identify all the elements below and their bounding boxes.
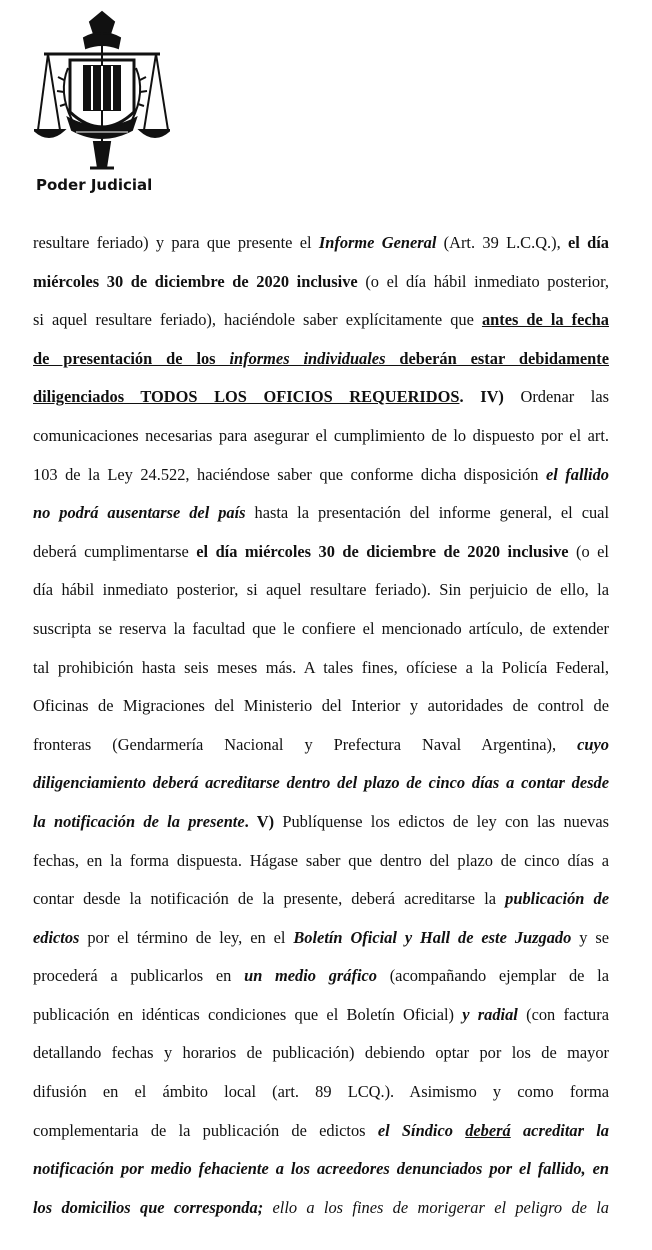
text-line (33, 842, 609, 881)
text-line (33, 610, 609, 649)
text-run: Boletín Oficial y Hall de este Juzgado (293, 927, 572, 947)
text-run: el Síndico (377, 1120, 466, 1140)
text-run: hasta la presentación del informe general, el cual (245, 503, 609, 523)
text-run: suscripta se reserva la facultad que le confiere el mencionado artículo, de extender (33, 618, 609, 638)
text-run: deberá (465, 1120, 511, 1140)
organization-name: Poder Judicial (36, 176, 153, 194)
text-line (33, 378, 609, 417)
text-line (33, 803, 609, 842)
text-line (33, 649, 609, 688)
text-run: notificación por medio fehaciente a los acreedores denunciados por el fallido, en (33, 1159, 609, 1179)
text-run: la notificación de la presente (33, 811, 245, 831)
text-run: (o el (568, 541, 609, 561)
text-line (33, 880, 609, 919)
text-run: difusión en el ámbito local (art. 89 LCQ.). Asimismo y como forma (33, 1082, 609, 1102)
text-run: procederá a publicarlos en (33, 966, 245, 986)
text-run: edictos (33, 927, 80, 947)
text-line (33, 340, 609, 379)
text-line (33, 687, 609, 726)
text-line (33, 494, 609, 533)
text-run: fronteras (Gendarmería Nacional y Prefectura Naval Argentina), (33, 734, 578, 754)
text-line (33, 919, 609, 958)
text-run: deberán estar debidamente (385, 348, 609, 368)
text-run: un medio gráfico (244, 966, 377, 986)
text-run: Oficinas de Migraciones del Ministerio del Interior y autoridades de control de (33, 696, 609, 716)
text-run: (con factura (517, 1004, 609, 1024)
text-run: los domicilios que corresponda; (33, 1197, 264, 1217)
text-run: el día miércoles 30 de diciembre de 2020 inclusive (196, 541, 569, 561)
text-run: el día (568, 233, 609, 252)
text-run: comunicaciones necesarias para asegurar el cumplimiento de lo dispuesto por el art. (33, 425, 609, 445)
text-run: (Art. 39 L.C.Q.), (436, 233, 568, 252)
text-run: día hábil inmediato posterior, si aquel resultare feriado). Sin perjuicio de ello, la (33, 580, 609, 600)
text-run: resultare feriado) y para que presente el (33, 233, 319, 252)
text-run: y se (571, 927, 610, 947)
text-line (33, 417, 609, 456)
document-body (33, 224, 609, 1227)
text-line (33, 1112, 609, 1151)
text-run: contar desde la notificación de la presente, deberá acreditarse la (33, 889, 506, 909)
text-line (33, 1189, 609, 1228)
coat-of-arms-logo (34, 8, 170, 176)
text-run: cuyo (577, 734, 609, 754)
text-run: no podrá ausentarse del país (33, 503, 246, 523)
text-run: de presentación de los (33, 348, 230, 368)
text-run: informes individuales (229, 348, 386, 368)
text-line (33, 957, 609, 996)
text-run: diligenciados TODOS LOS OFICIOS REQUERIDOS (33, 387, 460, 407)
text-run: diligenciamiento deberá acreditarse dentro del plazo de cinco días a contar desde (33, 773, 609, 793)
text-run: por el término de ley, en el (79, 927, 294, 947)
text-line (33, 533, 609, 572)
text-run: publicación de (505, 889, 609, 909)
text-line (33, 996, 609, 1035)
text-line (33, 764, 609, 803)
text-run: Informe General (318, 233, 437, 252)
text-run: (o el día hábil inmediato posterior, (357, 271, 609, 291)
text-run: publicación en idénticas condiciones que el Boletín Oficial) (33, 1004, 463, 1024)
text-line (33, 1034, 609, 1073)
text-run: 103 de la Ley 24.522, haciéndose saber que conforme dicha disposición (33, 464, 546, 484)
text-run: . IV) (459, 387, 504, 407)
text-line (33, 1150, 609, 1189)
text-run: . V) (244, 811, 275, 831)
text-run: antes de la fecha (481, 310, 609, 330)
text-run: si aquel resultare feriado), haciéndole saber explícitamente que (33, 310, 482, 330)
text-line (33, 456, 609, 495)
text-line (33, 726, 609, 765)
text-line (33, 224, 609, 263)
text-run: Ordenar las (503, 387, 609, 407)
text-run: (acompañando ejemplar de la (376, 966, 609, 986)
text-run: fechas, en la forma dispuesta. Hágase saber que dentro del plazo de cinco días a (33, 850, 609, 870)
text-line (33, 301, 609, 340)
text-run: deberá cumplimentarse (33, 541, 197, 561)
text-line (33, 263, 609, 302)
text-run: detallando fechas y horarios de publicación) debiendo optar por los de mayor (33, 1043, 609, 1063)
text-run: el fallido (545, 464, 609, 484)
text-run: miércoles 30 de diciembre de 2020 inclusive (33, 271, 358, 291)
text-line (33, 1073, 609, 1112)
text-run: Publíquense los edictos de ley con las nuevas (274, 811, 609, 831)
text-line (33, 571, 609, 610)
text-run: tal prohibición hasta seis meses más. A tales fines, ofíciese a la Policía Federal, (33, 657, 609, 677)
text-run: y radial (462, 1004, 518, 1024)
text-run: acreditar la (510, 1120, 609, 1140)
text-run: complementaria de la publicación de edictos (33, 1120, 378, 1140)
text-run: ello a los fines de morigerar el peligro de la (263, 1197, 609, 1217)
